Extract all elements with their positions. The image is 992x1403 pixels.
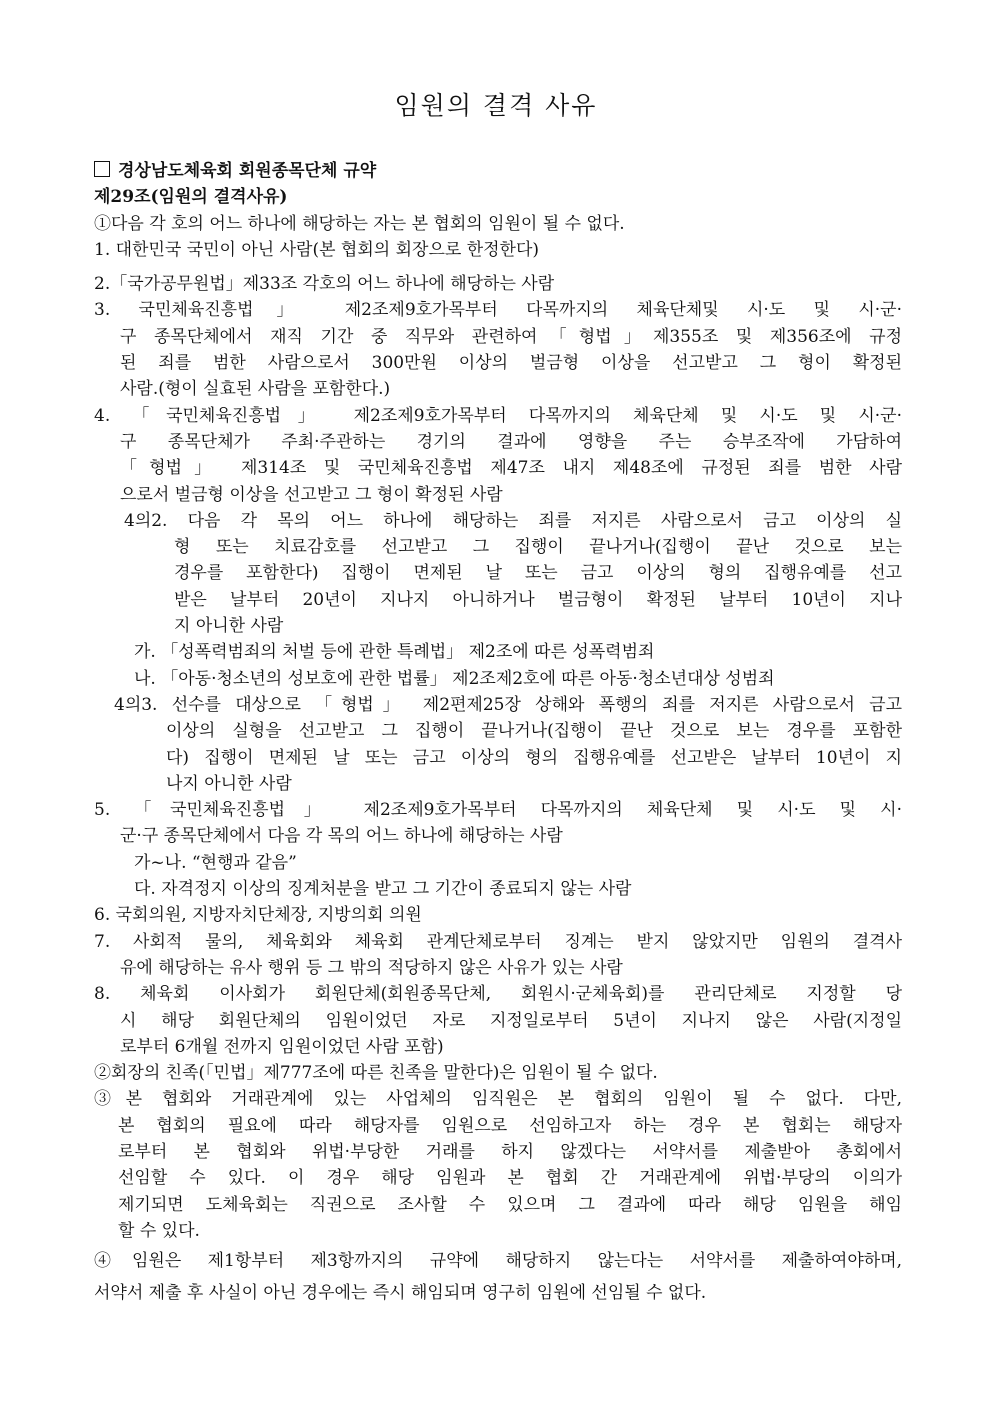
clause-3-line-3: 로부터 본 협회와 위법·부당한 거래를 하지 않겠다는 서약서를 제출받아 총회에서 xyxy=(118,1141,902,1162)
item-4-3-line-4: 나지 아니한 사람 xyxy=(166,773,292,794)
document-body xyxy=(94,158,902,1307)
item-5-line-2: 군·구 종목단체에서 다음 각 목의 어느 하나에 해당하는 사람 xyxy=(120,826,563,847)
item-4-line-2: 구 종목단체가 주최·주관하는 경기의 결과에 영향을 주는 승부조작에 가담하여 xyxy=(120,431,902,452)
item-4-3-line-2: 이상의 실형을 선고받고 그 집행이 끝나거나(집행이 끝난 것으로 보는 경우를 포함한 xyxy=(166,721,902,742)
item-8-line-2: 시 해당 회원단체의 임원이었던 자로 지정일로부터 5년이 지나지 않은 사람(지정일 xyxy=(120,1010,902,1031)
item-6: 6. 국회의원, 지방자치단체장, 지방의회 의원 xyxy=(94,905,422,926)
checkbox-square-icon xyxy=(94,161,110,177)
section-heading xyxy=(94,158,902,184)
section-heading-text: 경상남도체육회 회원종목단체 규약 xyxy=(118,161,377,181)
clause-4-line-2: 서약서 제출 후 사실이 아닌 경우에는 즉시 해임되며 영구히 임원에 선임될 수 없다. xyxy=(94,1283,707,1304)
item-7-line-2: 유에 해당하는 유사 행위 등 그 밖의 적당하지 않은 사유가 있는 사람 xyxy=(120,957,623,978)
item-3-line-4: 사람.(형이 실효된 사람을 포함한다.) xyxy=(120,379,391,400)
item-3-line-1: 3. 국민체육진흥법」 제2조제9호가목부터 다목까지의 체육단체및 시·도 및 시·군· xyxy=(94,300,902,321)
item-4-2-line-2: 형 또는 치료감호를 선고받고 그 집행이 끝나거나(집행이 끝난 것으로 보는 xyxy=(174,537,902,558)
clause-3-line-4: 선임할 수 있다. 이 경우 해당 임원과 본 협회 간 거래관계에 위법·부당의 이의가 xyxy=(118,1168,902,1189)
item-4-2-line-1: 4의2. 다음 각 목의 어느 하나에 해당하는 죄를 저지른 사람으로서 금고 이상의 실 xyxy=(124,510,902,531)
item-4-2-line-3: 경우를 포함한다) 집행이 면제된 날 또는 금고 이상의 형의 집행유예를 선고 xyxy=(174,563,902,584)
item-2: 2.「국가공무원법」제33조 각호의 어느 하나에 해당하는 사람 xyxy=(94,274,555,295)
clause-2: ②회장의 친족(「민법」제777조에 따른 친족을 말한다)은 임원이 될 수 없다. xyxy=(94,1063,658,1084)
item-4-2-line-4: 받은 날부터 20년이 지나지 아니하거나 벌금형이 확정된 날부터 10년이 지나 xyxy=(174,589,902,610)
item-4-2-sub-ga: 가. 「성폭력범죄의 처벌 등에 관한 특례법」 제2조에 따른 성폭력범죄 xyxy=(134,642,655,663)
item-7-line-1: 7. 사회적 물의, 체육회와 체육회 관계단체로부터 징계는 받지 않았지만 임원의 결격사 xyxy=(94,931,902,952)
clause-3-line-6: 할 수 있다. xyxy=(118,1220,200,1241)
item-4-3-line-1: 4의3. 선수를 대상으로 「형법」 제2편제25장 상해와 폭행의 죄를 저지른 사람으로서 금고 xyxy=(114,694,902,715)
article-heading: 제29조(임원의 결격사유) xyxy=(94,187,288,208)
item-4-line-1: 4. 「국민체육진흥법」 제2조제9호가목부터 다목까지의 체육단체 및 시·도 및 시·군· xyxy=(94,405,902,426)
item-3-line-2: 구 종목단체에서 재직 기간 중 직무와 관련하여「형법」제355조 및 제356조에 규정 xyxy=(120,326,902,347)
item-4-2-line-5: 지 아니한 사람 xyxy=(174,616,284,637)
item-8-line-3: 로부터 6개월 전까지 임원이었던 사람 포함) xyxy=(120,1036,444,1057)
item-3-line-3: 된 죄를 범한 사람으로서 300만원 이상의 벌금형 이상을 선고받고 그 형이 확정된 xyxy=(120,353,902,374)
item-5-sub-da: 다. 자격정지 이상의 징계처분을 받고 그 기간이 종료되지 않는 사람 xyxy=(134,879,632,900)
item-8-line-1: 8. 체육회 이사회가 회원단체(회원종목단체, 회원시·군체육회)를 관리단체로 지정할 당 xyxy=(94,984,902,1005)
clause-3-line-2: 본 협회의 필요에 따라 해당자를 임원으로 선임하고자 하는 경우 본 협회는 해당자 xyxy=(118,1115,902,1136)
item-4-2-sub-na: 나. 「아동·청소년의 성보호에 관한 법률」 제2조제2호에 따른 아동·청소년대상 성범죄 xyxy=(134,668,775,689)
clause-1-intro: ①다음 각 호의 어느 하나에 해당하는 자는 본 협회의 임원이 될 수 없다. xyxy=(94,213,625,234)
clause-3-line-1: ③본 협회와 거래관계에 있는 사업체의 임직원은 본 협회의 임원이 될 수 없다. 다만, xyxy=(94,1089,902,1110)
item-4-line-4: 으로서 벌금형 이상을 선고받고 그 형이 확정된 사람 xyxy=(120,484,503,505)
item-1: 1. 대한민국 국민이 아닌 사람(본 협회의 회장으로 한정한다) xyxy=(94,239,540,260)
item-5-sub-ga-na: 가~나. “현행과 같음” xyxy=(134,852,297,873)
item-4-line-3: 「형법」 제314조 및 국민체육진흥법 제47조 내지 제48조에 규정된 죄를 범한 사람 xyxy=(120,458,902,479)
item-4-3-line-3: 다) 집행이 면제된 날 또는 금고 이상의 형의 집행유예를 선고받은 날부터 10년이 지 xyxy=(166,747,902,768)
clause-3-line-5: 제기되면 도체육회는 직권으로 조사할 수 있으며 그 결과에 따라 해당 임원을 해임 xyxy=(118,1194,902,1215)
page-title: 임원의 결격 사유 xyxy=(394,91,598,120)
item-5-line-1: 5. 「국민체육진흥법」 제2조제9호가목부터 다목까지의 체육단체 및 시·도 및 시· xyxy=(94,800,902,821)
clause-4-line-1: ④임원은 제1항부터 제3항까지의 규약에 해당하지 않는다는 서약서를 제출하여야하며, xyxy=(94,1251,902,1272)
